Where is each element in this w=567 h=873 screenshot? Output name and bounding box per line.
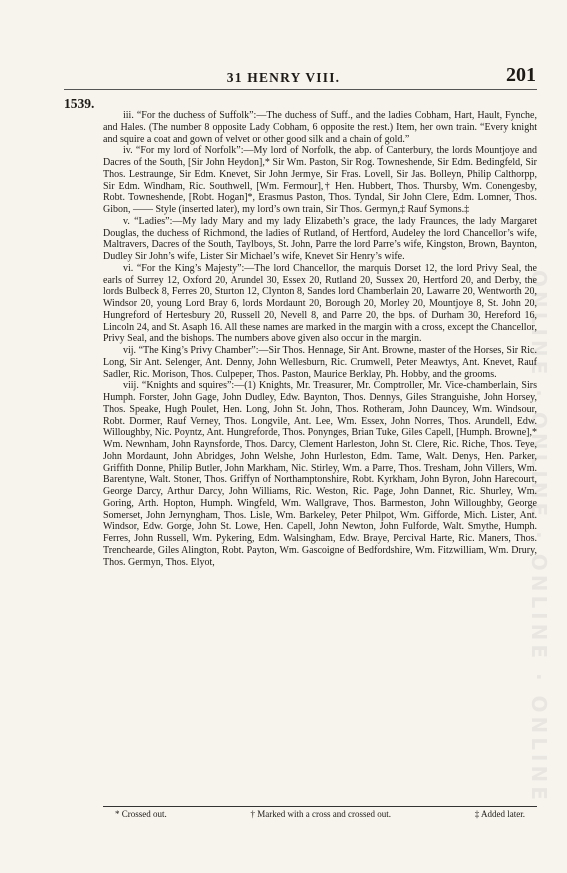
footnotes xyxy=(103,809,537,819)
header-rule xyxy=(64,89,537,90)
footnote-rule xyxy=(103,806,537,807)
paragraph-viij: viij. “Knights and squires”:—(1) Knights, Mr. Treasurer, Mr. Comptroller, Mr. Vice-chamberlain, Sirs Humph. Forster, John Gage, John Dudley, Edw. Baynton, Thos. Dennys, Giles Stranguishe, John Horsey, Thos. Speake, Hugh Poulet, Hen. Long, John St. John, Thos. Rotheram, John Dauncey, Wm. Windsour, Robt. Dormer, Rauf Verney, Thos. Longvile, Ant. Lee, Wm. Essex, John Norres, Thos. Arundell, Edw. Willoughby, Nic. Poyntz, Ant. Hungreforde, Thos. Ponynges, Brian Tuke, Giles Capell, [Humph. Browne],* Wm. Newnham, John Raynsforde, Thos. Darcy, Clement Harleston, John St. Clere, Ric. Riche, Thos. Teye, John Mordaunt, John Abridges, John Welshe, John Hurleston, Edm. Tame, Walt. Denys, Hen. Parker, Griffith Donne, Philip Butler, John Markham, Nic. Stirley, Wm. a Parre, Thos. Tresham, John Villers, Wm. Barentyne, Walt. Stoner, Thos. Griffyn of Northamptonshire, Robt. Kyrkham, John Byron, John Harecourt, George Darcy, Arthur Darcy, John Williams, Ric. Weston, Ric. Page, John Dannet, Ric. Shurley, Wm. Goring, Arth. Hopton, Humph. Wingfeld, Wm. Wallgrave, Thos. Barmeston, John Willoughby, George Somerset, John Jernyngham, Thos. Lisle, Wm. Barkeley, Peter Philpot, Wm. Gifforde, Mich. Lister, Ant. Windsor, Edw. Gorge, John St. Lowe, Hen. Capell, John Newton, John Fulforde, Walt. Smythe, Humph. Ferres, John Russell, Wm. Pykering, Edm. Walsingham, Edw. Braye, Percival Harte, Ric. Maners, Thos. Trenchearde, Giles Alington, Robt. Payton, Wm. Gascoigne of Bedfordshire, Wm. Fitzwilliam, Wm. Drury, Thos. Germyn, Thos. Elyot, xyxy=(103,380,537,568)
paragraph-iii: iii. “For the duchess of Suffolk”:—The duchess of Suff., and the ladies Cobham, Hart, Hault, Fynche, and Hales. (The number 8 opposite Lady Cobham, 6 opposite the rest.) Item, her own train. “Every knight and squire a coat and gown of velvet or other good silk and a chain of gold.” xyxy=(103,110,537,145)
paragraph-iv: iv. “For my lord of Norfolk”:—My lord of Norfolk, the abp. of Canterbury, the lords Mountjoye and Dacres of the South, [Sir John Heydon],* Sir Wm. Paston, Sir Rog. Towneshende, Sir Edm. Bedingfeld, Sir Thos. Lestraunge, Sir Edm. Knevet, Sir John Jermye, Sir Fras. Lovell, Sir Jas. Bolleyn, Philip Calthorpp, Sir Edm. Windham, Ric. Southwell, [Wm. Fermour],† Hen. Hubbert, Thos. Thursby, Wm. Conengesby, Robt. Towneshende, [Robt. Hogan]*, Erasmus Paston, Thos. Tyndal, Sir John Clere, Edm. Lomner, Thos. Gibon, —— Style (inserted later), my lord’s own train, Sir Thos. Germyn,‡ Rauf Symons.‡ xyxy=(103,145,537,215)
footnote-crossed-out: * Crossed out. xyxy=(115,809,167,819)
svg-text:ONLINE · ONLINE · ONLINE · ONL: ONLINE · ONLINE · ONLINE · ONLINE xyxy=(527,270,551,804)
footnote-marked-cross: † Marked with a cross and crossed out. xyxy=(250,809,391,819)
body-text xyxy=(103,110,537,568)
running-title: 31 HENRY VIII. xyxy=(226,70,341,85)
paragraph-v: v. “Ladies”:—My lady Mary and my lady Elizabeth’s grace, the lady Fraunces, the lady Margaret Douglas, the duchess of Richmond, the ladies of Rutland, of Hertford, Audeley the lord Chancellor’s wife, Maltravers, Dacres of the South, Taylboys, St. John, Parre the lord Parre’s wife, Kingston, Brown, Baynton, Dudley Sir John’s wife, Lister Sir Michael’s wife, Knevet Sir Henry’s wife. xyxy=(103,215,537,262)
margin-year: 1539. xyxy=(64,96,95,111)
paragraph-vij: vij. “The King’s Privy Chamber”:—Sir Thos. Hennage, Sir Ant. Browne, master of the Horses, Sir Ric. Long, Sir Ant. Selenger, Ant. Denny, John Wellesburn, Ric. Crumwell, Peter Meawtys, Ant. Knevet, Rauf Sadler, Ric. Morison, Thos. Culpeper, Thos. Paston, Maurice Berklay, Ph. Hobby, and the grooms. xyxy=(103,345,537,380)
paragraph-vi: vi. “For the King’s Majesty”:—The lord Chancellor, the marquis Dorset 12, the lord Privy Seal, the earls of Surrey 12, Oxford 20, Arundel 30, Essex 20, Rutland 20, Sussex 20, Hertford 20, and Derby, the lords Bulbeck 8, Ferres 20, Sturton 12, Clynton 8, Sandes lord Chamberlain 20, Lawarre 20, Wentworth 20, Windsor 20, young Lord Bray 6, lords Mordaunt 20, Borough 20, Morley 20, Mountjoye 8, St. John 20, Hungreford of Hertesbury 20, Russell 20, Nevell 8, and Parre 20, the bps. of Durham 30, Hereford 16, Lincoln 24, and St. Asaph 16. All these names are marked in the margin with a cross, except the Chancellor, Privy Seal, and the bishops. The numbers above given also occur in the margin. xyxy=(103,262,537,345)
footnote-added-later: ‡ Added later. xyxy=(474,809,525,819)
page-number: 201 xyxy=(506,64,536,86)
